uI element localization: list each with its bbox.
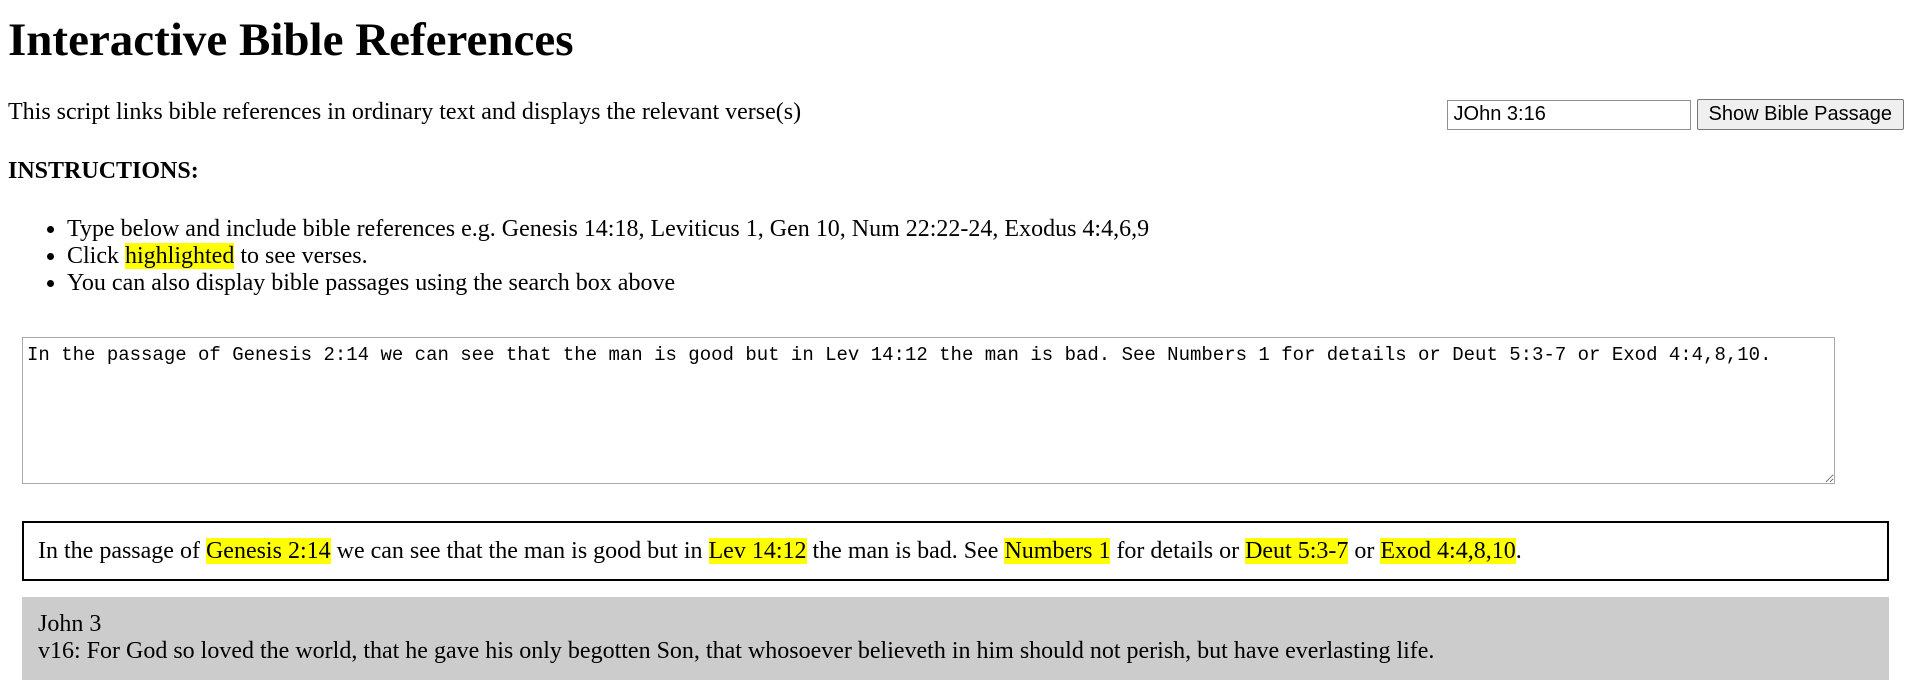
bible-reference-link[interactable]: Exod 4:4,8,10: [1380, 538, 1516, 564]
instructions-list: [0, 216, 1149, 297]
bible-reference-link[interactable]: Numbers 1: [1004, 538, 1111, 564]
linked-output: [22, 521, 1889, 581]
intro-text: This script links bible references in ordinary text and displays the relevant verse(s): [8, 99, 802, 125]
output-text: for details or: [1110, 538, 1246, 564]
instruction-text: Click: [67, 243, 125, 269]
instructions-heading: INSTRUCTIONS:: [8, 158, 199, 184]
search-input[interactable]: [1447, 100, 1691, 130]
bible-reference-link[interactable]: Lev 14:12: [708, 538, 807, 564]
show-bible-passage-button[interactable]: Show Bible Passage: [1697, 99, 1904, 130]
output-text: or: [1348, 538, 1381, 564]
output-text: .: [1515, 538, 1522, 564]
instruction-item: • You can also display bible passages using the search box above: [67, 270, 1149, 297]
highlight-example: highlighted: [125, 243, 235, 269]
instruction-item: • Type below and include bible references e.g. Genesis 14:18, Leviticus 1, Gen 10, Num 22:22-24, Exodus 4:4,6,9: [67, 216, 1149, 243]
page-title: Interactive Bible References: [8, 14, 574, 66]
bible-reference-link[interactable]: Deut 5:3-7: [1245, 538, 1349, 564]
output-text: we can see that the man is good but in: [330, 538, 709, 564]
passage-verse: v16: For God so loved the world, that he gave his only begotten Son, that whosoever believeth in him should not perish, but have everlasting life.: [38, 638, 1435, 664]
passage-chapter: John 3: [38, 611, 102, 637]
instruction-text: to see verses.: [234, 243, 368, 269]
reference-text-editor[interactable]: [22, 337, 1835, 484]
bible-reference-link[interactable]: Genesis 2:14: [205, 538, 331, 564]
search-bar: [1447, 99, 1904, 130]
output-text: In the passage of: [38, 538, 206, 564]
passage-display: [22, 597, 1889, 680]
output-text: the man is bad. See: [806, 538, 1005, 564]
instruction-item: [67, 243, 1149, 270]
